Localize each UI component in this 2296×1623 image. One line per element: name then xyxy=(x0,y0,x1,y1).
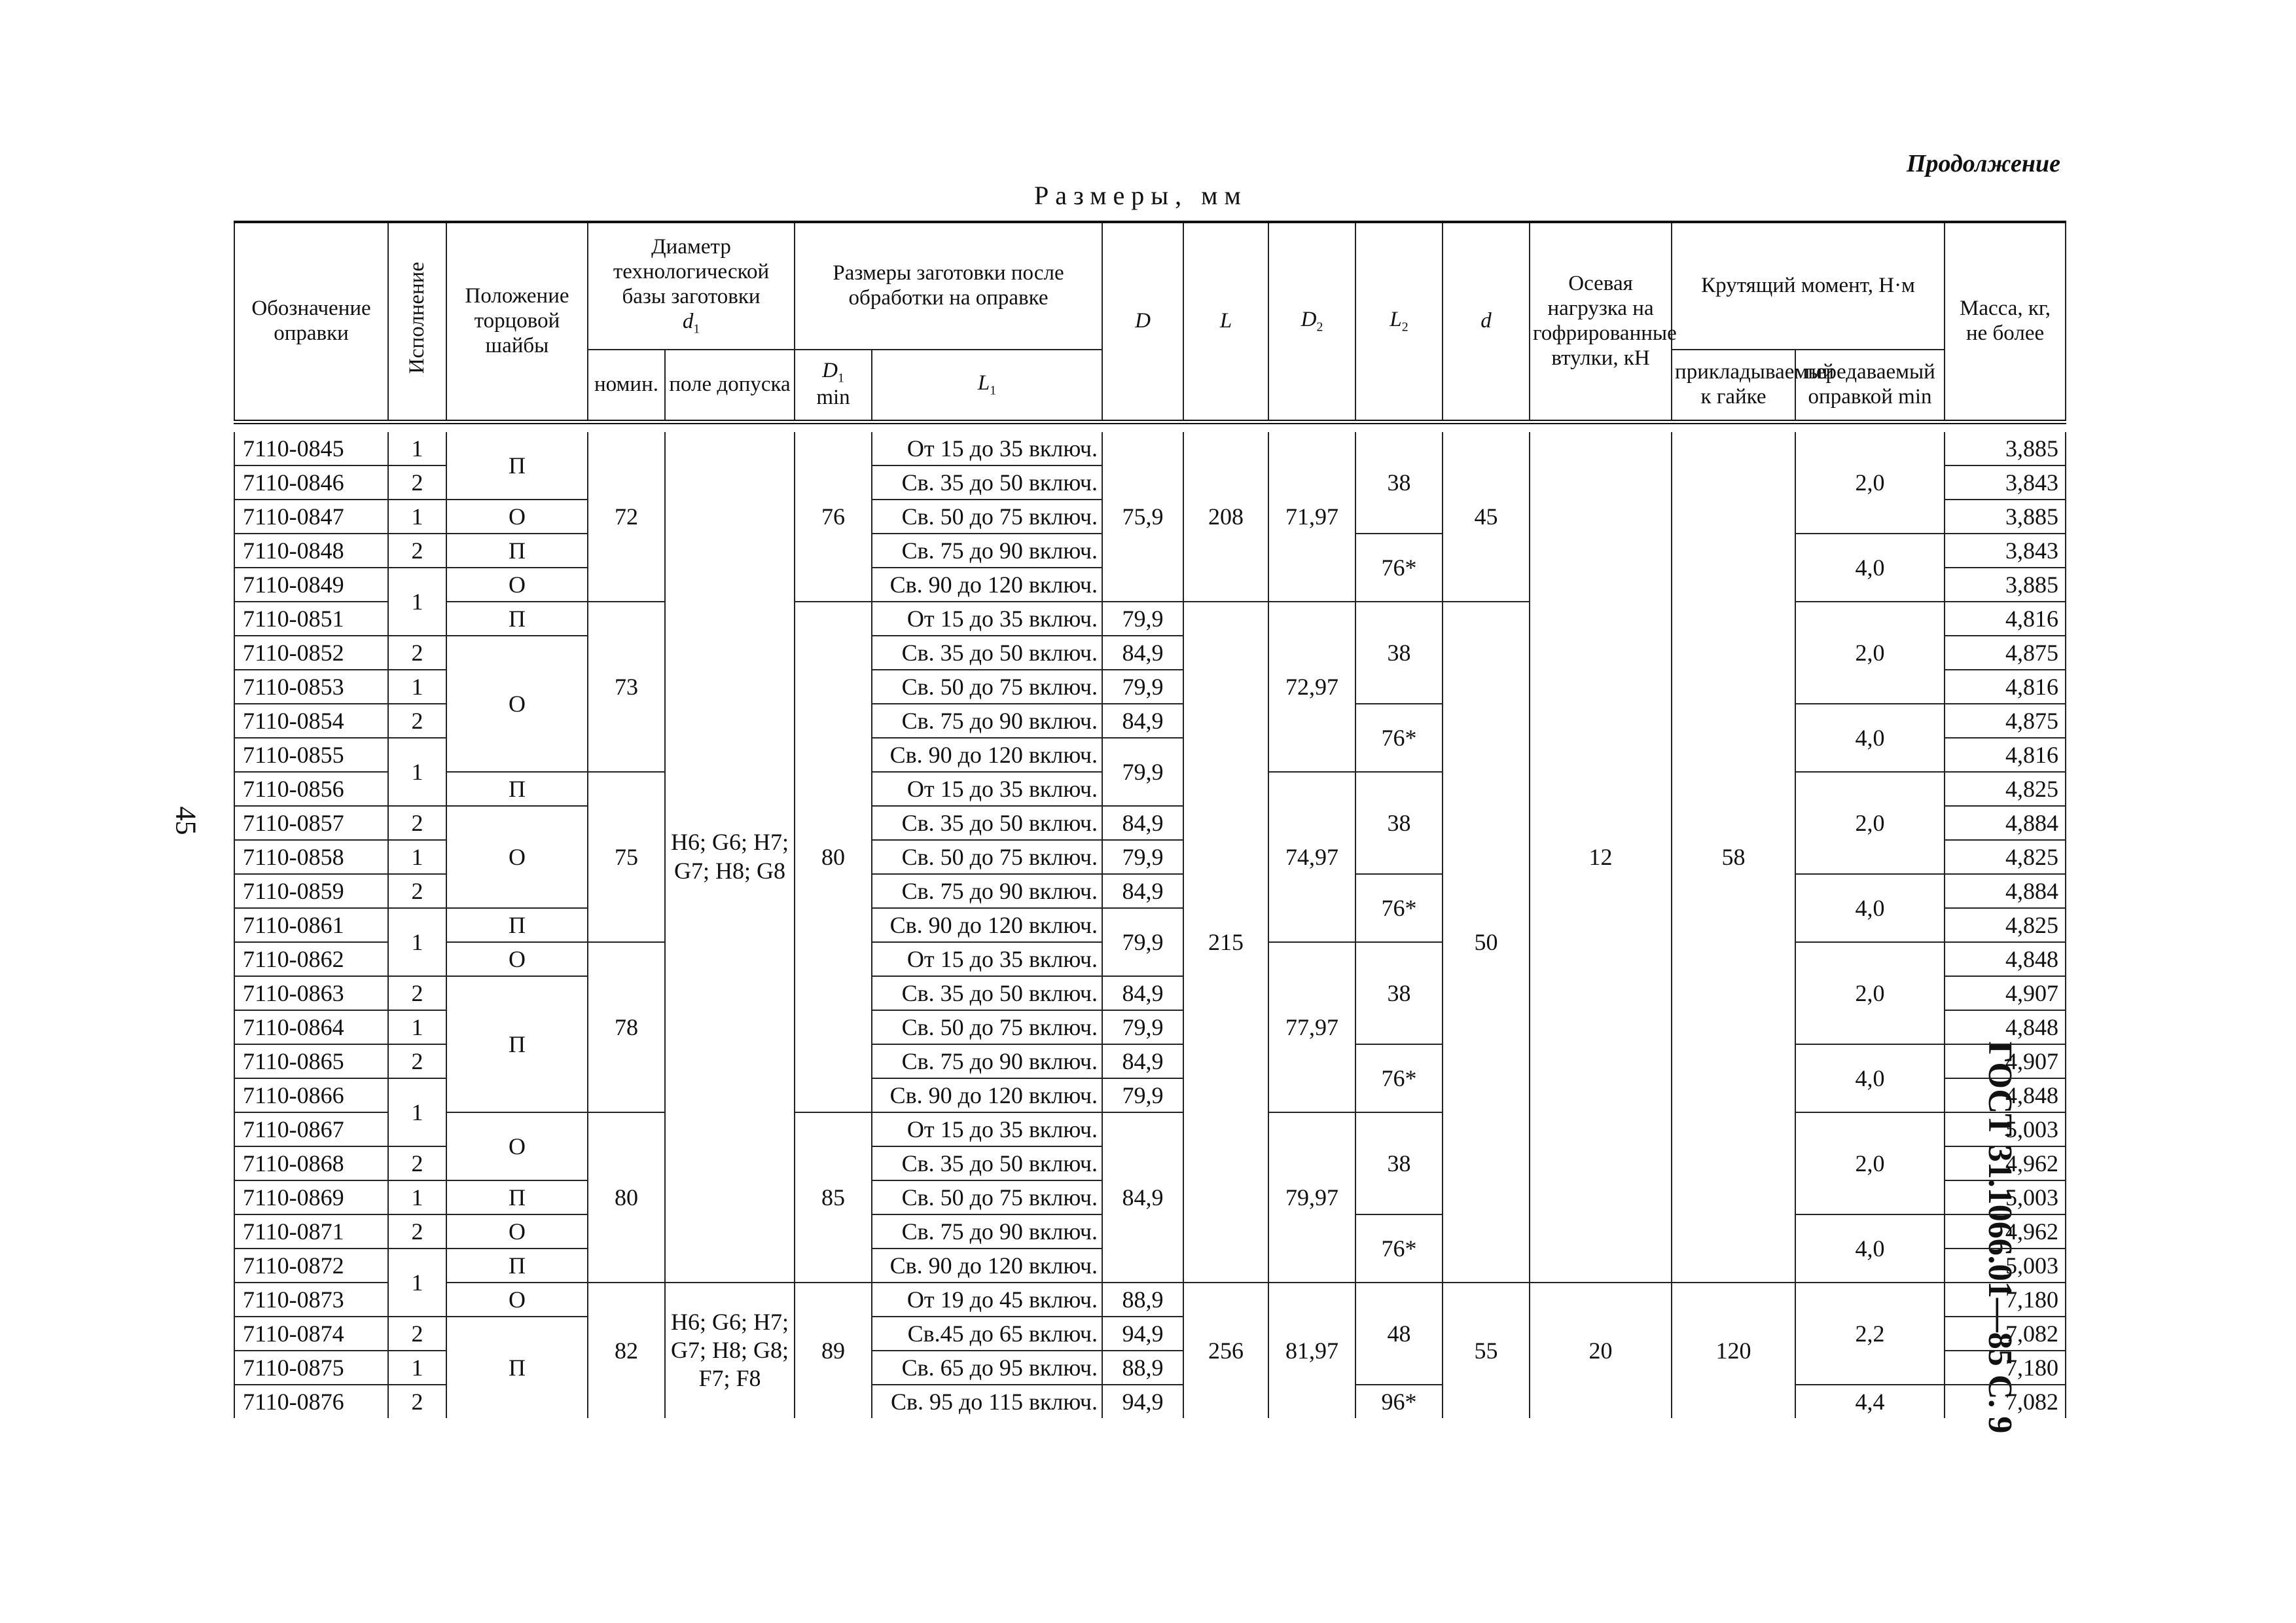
designation-cell: 7110-0868 xyxy=(234,1146,388,1180)
mass-cell: 4,848 xyxy=(1945,1078,2066,1112)
designation-cell: 7110-0855 xyxy=(234,738,388,772)
D-cell: 88,9 xyxy=(1102,1283,1183,1317)
washer-cell: О xyxy=(446,1283,588,1317)
l1-range-cell: Св. 35 до 50 включ. xyxy=(872,806,1102,840)
mass-cell: 5,003 xyxy=(1945,1249,2066,1283)
mass-cell: 7,180 xyxy=(1945,1351,2066,1385)
D-cell: 75,9 xyxy=(1102,432,1183,602)
mass-cell: 3,843 xyxy=(1945,465,2066,500)
standard-number: ГОСТ 31.1066.01—85 С. 9 xyxy=(1981,1041,2018,1434)
designation-cell: 7110-0866 xyxy=(234,1078,388,1112)
version-cell: 2 xyxy=(388,1385,446,1418)
mass-cell: 4,875 xyxy=(1945,636,2066,670)
mass-cell: 4,884 xyxy=(1945,874,2066,908)
L2-cell: 76* xyxy=(1355,704,1443,772)
D-cell: 88,9 xyxy=(1102,1351,1183,1385)
mass-cell: 5,003 xyxy=(1945,1180,2066,1214)
D-cell: 79,9 xyxy=(1102,602,1183,636)
L-cell: 208 xyxy=(1183,432,1268,602)
torque-transmitted-cell: 2,0 xyxy=(1795,942,1945,1044)
mass-cell: 4,848 xyxy=(1945,1010,2066,1044)
designation-cell: 7110-0848 xyxy=(234,534,388,568)
version-cell: 2 xyxy=(388,806,446,840)
washer-cell: О xyxy=(446,636,588,772)
l1-range-cell: Св. 75 до 90 включ. xyxy=(872,1214,1102,1249)
D2-cell: 79,97 xyxy=(1268,1112,1355,1283)
d1-min-cell: 80 xyxy=(795,602,872,1112)
torque-applied-cell: 120 xyxy=(1672,1283,1795,1418)
l1-range-cell: Св. 95 до 115 включ. xyxy=(872,1385,1102,1418)
torque-applied-cell: 58 xyxy=(1672,432,1795,1283)
designation-cell: 7110-0861 xyxy=(234,908,388,942)
L2-cell: 76* xyxy=(1355,1044,1443,1112)
designation-cell: 7110-0857 xyxy=(234,806,388,840)
version-cell: 2 xyxy=(388,874,446,908)
designation-cell: 7110-0867 xyxy=(234,1112,388,1146)
washer-cell: П xyxy=(446,432,588,500)
header-mass: Масса, кг, не более xyxy=(1945,222,2066,422)
D-cell: 79,9 xyxy=(1102,1078,1183,1112)
mass-cell: 7,082 xyxy=(1945,1385,2066,1418)
version-cell: 1 xyxy=(388,738,446,806)
nominal-cell: 82 xyxy=(588,1283,665,1418)
header-base-diameter: Диаметр технологической базы заготовки $d_1$ xyxy=(588,222,795,350)
designation-cell: 7110-0845 xyxy=(234,432,388,465)
mass-cell: 3,843 xyxy=(1945,534,2066,568)
mass-cell: 5,003 xyxy=(1945,1112,2066,1146)
header-torque-applied: прикладываемый к гайке xyxy=(1672,350,1795,422)
version-cell: 2 xyxy=(388,704,446,738)
version-cell: 1 xyxy=(388,1351,446,1385)
torque-transmitted-cell: 2,0 xyxy=(1795,1112,1945,1214)
mass-cell: 4,848 xyxy=(1945,942,2066,976)
washer-cell: П xyxy=(446,772,588,806)
torque-transmitted-cell: 4,4 xyxy=(1795,1385,1945,1418)
nominal-cell: 75 xyxy=(588,772,665,942)
D-cell: 84,9 xyxy=(1102,976,1183,1010)
D-cell: 79,9 xyxy=(1102,738,1183,806)
washer-cell: П xyxy=(446,1249,588,1283)
header-washer: Положение торцовой шайбы xyxy=(446,222,588,422)
mass-cell: 7,082 xyxy=(1945,1317,2066,1351)
L2-cell: 76* xyxy=(1355,1214,1443,1283)
mass-cell: 4,825 xyxy=(1945,908,2066,942)
version-cell: 1 xyxy=(388,500,446,534)
torque-transmitted-cell: 4,0 xyxy=(1795,704,1945,772)
mass-cell: 4,907 xyxy=(1945,976,2066,1010)
washer-cell: О xyxy=(446,1112,588,1180)
torque-transmitted-cell: 4,0 xyxy=(1795,874,1945,942)
version-cell: 1 xyxy=(388,1010,446,1044)
axial-load-cell: 12 xyxy=(1530,432,1672,1283)
version-cell: 2 xyxy=(388,465,446,500)
mass-cell: 4,962 xyxy=(1945,1214,2066,1249)
header-D: D xyxy=(1102,222,1183,422)
designation-cell: 7110-0856 xyxy=(234,772,388,806)
L2-cell: 38 xyxy=(1355,602,1443,704)
l1-range-cell: От 19 до 45 включ. xyxy=(872,1283,1102,1317)
l1-range-cell: От 15 до 35 включ. xyxy=(872,772,1102,806)
d-cell: 45 xyxy=(1443,432,1530,602)
header-L2: $L_2$ xyxy=(1355,222,1443,422)
d1-min-cell: 85 xyxy=(795,1112,872,1283)
l1-range-cell: Св. 35 до 50 включ. xyxy=(872,636,1102,670)
version-cell: 1 xyxy=(388,840,446,874)
l1-range-cell: Св. 90 до 120 включ. xyxy=(872,568,1102,602)
mass-cell: 4,816 xyxy=(1945,602,2066,636)
D-cell: 94,9 xyxy=(1102,1385,1183,1418)
version-cell: 1 xyxy=(388,432,446,465)
version-cell: 2 xyxy=(388,636,446,670)
l1-range-cell: Св. 65 до 95 включ. xyxy=(872,1351,1102,1385)
washer-cell: О xyxy=(446,500,588,534)
torque-transmitted-cell: 2,0 xyxy=(1795,602,1945,704)
designation-cell: 7110-0872 xyxy=(234,1249,388,1283)
l1-range-cell: Св. 90 до 120 включ. xyxy=(872,1249,1102,1283)
D2-cell: 81,97 xyxy=(1268,1283,1355,1418)
l1-range-cell: Св. 75 до 90 включ. xyxy=(872,704,1102,738)
designation-cell: 7110-0858 xyxy=(234,840,388,874)
mass-cell: 4,816 xyxy=(1945,670,2066,704)
l1-range-cell: Св. 50 до 75 включ. xyxy=(872,840,1102,874)
D-cell: 84,9 xyxy=(1102,874,1183,908)
version-cell: 2 xyxy=(388,534,446,568)
mass-cell: 7,180 xyxy=(1945,1283,2066,1317)
l1-range-cell: Св. 50 до 75 включ. xyxy=(872,670,1102,704)
D2-cell: 77,97 xyxy=(1268,942,1355,1112)
mass-cell: 3,885 xyxy=(1945,500,2066,534)
torque-transmitted-cell: 4,0 xyxy=(1795,534,1945,602)
D-cell: 84,9 xyxy=(1102,636,1183,670)
mandrel-table xyxy=(234,221,2066,1418)
designation-cell: 7110-0847 xyxy=(234,500,388,534)
l1-range-cell: Св. 50 до 75 включ. xyxy=(872,500,1102,534)
D-cell: 84,9 xyxy=(1102,806,1183,840)
mass-cell: 4,816 xyxy=(1945,738,2066,772)
header-torque-transmitted: передаваемый оправкой min xyxy=(1795,350,1945,422)
designation-cell: 7110-0846 xyxy=(234,465,388,500)
l1-range-cell: Св.45 до 65 включ. xyxy=(872,1317,1102,1351)
header-version: Исполнение xyxy=(388,222,446,422)
mass-cell: 4,825 xyxy=(1945,840,2066,874)
washer-cell: П xyxy=(446,1317,588,1418)
D-cell: 79,9 xyxy=(1102,840,1183,874)
d1-min-cell: 76 xyxy=(795,432,872,602)
l1-range-cell: Св. 50 до 75 включ. xyxy=(872,1010,1102,1044)
washer-cell: О xyxy=(446,806,588,908)
header-torque: Крутящий момент, Н·м xyxy=(1672,222,1945,350)
d-cell: 55 xyxy=(1443,1283,1530,1418)
nominal-cell: 78 xyxy=(588,942,665,1112)
L2-cell: 48 xyxy=(1355,1283,1443,1385)
designation-cell: 7110-0869 xyxy=(234,1180,388,1214)
L2-cell: 38 xyxy=(1355,942,1443,1044)
D-cell: 79,9 xyxy=(1102,908,1183,976)
mass-cell: 3,885 xyxy=(1945,432,2066,465)
torque-transmitted-cell: 2,0 xyxy=(1795,432,1945,534)
header-L: L xyxy=(1183,222,1268,422)
D2-cell: 72,97 xyxy=(1268,602,1355,772)
l1-range-cell: От 15 до 35 включ. xyxy=(872,602,1102,636)
d-cell: 50 xyxy=(1443,602,1530,1283)
header-tolerance: поле допуска xyxy=(665,350,795,422)
D-cell: 84,9 xyxy=(1102,704,1183,738)
header-D2: $D_2$ xyxy=(1268,222,1355,422)
torque-transmitted-cell: 2,2 xyxy=(1795,1283,1945,1385)
designation-cell: 7110-0863 xyxy=(234,976,388,1010)
version-cell: 2 xyxy=(388,1317,446,1351)
washer-cell: П xyxy=(446,908,588,942)
L2-cell: 38 xyxy=(1355,772,1443,874)
designation-cell: 7110-0876 xyxy=(234,1385,388,1418)
version-cell: 1 xyxy=(388,568,446,636)
L-cell: 256 xyxy=(1183,1283,1268,1418)
header-blank-sizes: Размеры заготовки после обработки на оправке xyxy=(795,222,1102,350)
L2-cell: 76* xyxy=(1355,534,1443,602)
designation-cell: 7110-0875 xyxy=(234,1351,388,1385)
washer-cell: О xyxy=(446,942,588,976)
version-cell: 2 xyxy=(388,976,446,1010)
designation-cell: 7110-0862 xyxy=(234,942,388,976)
l1-range-cell: Св. 35 до 50 включ. xyxy=(872,465,1102,500)
washer-cell: П xyxy=(446,1180,588,1214)
L2-cell: 38 xyxy=(1355,1112,1443,1214)
header-l1: $L_1$ xyxy=(872,350,1102,422)
washer-cell: П xyxy=(446,534,588,568)
version-cell: 1 xyxy=(388,1078,446,1146)
D-cell: 94,9 xyxy=(1102,1317,1183,1351)
l1-range-cell: Св. 90 до 120 включ. xyxy=(872,908,1102,942)
designation-cell: 7110-0853 xyxy=(234,670,388,704)
l1-range-cell: Св. 75 до 90 включ. xyxy=(872,1044,1102,1078)
version-cell: 1 xyxy=(388,670,446,704)
header-nominal: номин. xyxy=(588,350,665,422)
mass-cell: 4,907 xyxy=(1945,1044,2066,1078)
l1-range-cell: От 15 до 35 включ. xyxy=(872,942,1102,976)
washer-cell: О xyxy=(446,1214,588,1249)
L2-cell: 38 xyxy=(1355,432,1443,534)
nominal-cell: 73 xyxy=(588,602,665,772)
D-cell: 79,9 xyxy=(1102,1010,1183,1044)
L-cell: 215 xyxy=(1183,602,1268,1283)
nominal-cell: 80 xyxy=(588,1112,665,1283)
header-d1-min: $D_1$ min xyxy=(795,350,872,422)
D-cell: 84,9 xyxy=(1102,1044,1183,1078)
L2-cell: 96* xyxy=(1355,1385,1443,1418)
designation-cell: 7110-0851 xyxy=(234,602,388,636)
l1-range-cell: Св. 35 до 50 включ. xyxy=(872,976,1102,1010)
mass-cell: 4,884 xyxy=(1945,806,2066,840)
l1-range-cell: Св. 35 до 50 включ. xyxy=(872,1146,1102,1180)
torque-transmitted-cell: 2,0 xyxy=(1795,772,1945,874)
D-cell: 79,9 xyxy=(1102,670,1183,704)
l1-range-cell: От 15 до 35 включ. xyxy=(872,432,1102,465)
sizes-caption: Размеры, мм xyxy=(1034,181,1247,210)
version-cell: 2 xyxy=(388,1214,446,1249)
designation-cell: 7110-0865 xyxy=(234,1044,388,1078)
version-cell: 1 xyxy=(388,1180,446,1214)
designation-cell: 7110-0864 xyxy=(234,1010,388,1044)
l1-range-cell: Св. 75 до 90 включ. xyxy=(872,534,1102,568)
designation-cell: 7110-0849 xyxy=(234,568,388,602)
page-number: 45 xyxy=(170,806,202,835)
designation-cell: 7110-0859 xyxy=(234,874,388,908)
torque-transmitted-cell: 4,0 xyxy=(1795,1044,1945,1112)
header-designation: Обозначение оправки xyxy=(234,222,388,422)
axial-load-cell: 20 xyxy=(1530,1283,1672,1418)
D2-cell: 71,97 xyxy=(1268,432,1355,602)
mass-cell: 3,885 xyxy=(1945,568,2066,602)
l1-range-cell: Св. 50 до 75 включ. xyxy=(872,1180,1102,1214)
designation-cell: 7110-0871 xyxy=(234,1214,388,1249)
designation-cell: 7110-0852 xyxy=(234,636,388,670)
designation-cell: 7110-0854 xyxy=(234,704,388,738)
nominal-cell: 72 xyxy=(588,432,665,602)
header-d: d xyxy=(1443,222,1530,422)
D2-cell: 74,97 xyxy=(1268,772,1355,942)
continuation-label: Продолжение xyxy=(1906,150,2060,177)
l1-range-cell: Св. 90 до 120 включ. xyxy=(872,1078,1102,1112)
l1-range-cell: От 15 до 35 включ. xyxy=(872,1112,1102,1146)
version-cell: 2 xyxy=(388,1044,446,1078)
version-cell: 1 xyxy=(388,1249,446,1317)
washer-cell: П xyxy=(446,602,588,636)
l1-range-cell: Св. 75 до 90 включ. xyxy=(872,874,1102,908)
d1-min-cell: 89 xyxy=(795,1283,872,1418)
header-axial-load: Осевая нагрузка на гофрированные втулки, кН xyxy=(1530,222,1672,422)
washer-cell: П xyxy=(446,976,588,1112)
mass-cell: 4,962 xyxy=(1945,1146,2066,1180)
l1-range-cell: Св. 90 до 120 включ. xyxy=(872,738,1102,772)
tolerance-cell: H6; G6; H7; G7; H8; G8 xyxy=(665,432,795,1283)
version-cell: 1 xyxy=(388,908,446,976)
tolerance-cell: H6; G6; H7; G7; H8; G8; F7; F8 xyxy=(665,1283,795,1418)
designation-cell: 7110-0873 xyxy=(234,1283,388,1317)
L2-cell: 76* xyxy=(1355,874,1443,942)
D-cell: 84,9 xyxy=(1102,1112,1183,1283)
washer-cell: О xyxy=(446,568,588,602)
mass-cell: 4,825 xyxy=(1945,772,2066,806)
version-cell: 2 xyxy=(388,1146,446,1180)
torque-transmitted-cell: 4,0 xyxy=(1795,1214,1945,1283)
mass-cell: 4,875 xyxy=(1945,704,2066,738)
designation-cell: 7110-0874 xyxy=(234,1317,388,1351)
